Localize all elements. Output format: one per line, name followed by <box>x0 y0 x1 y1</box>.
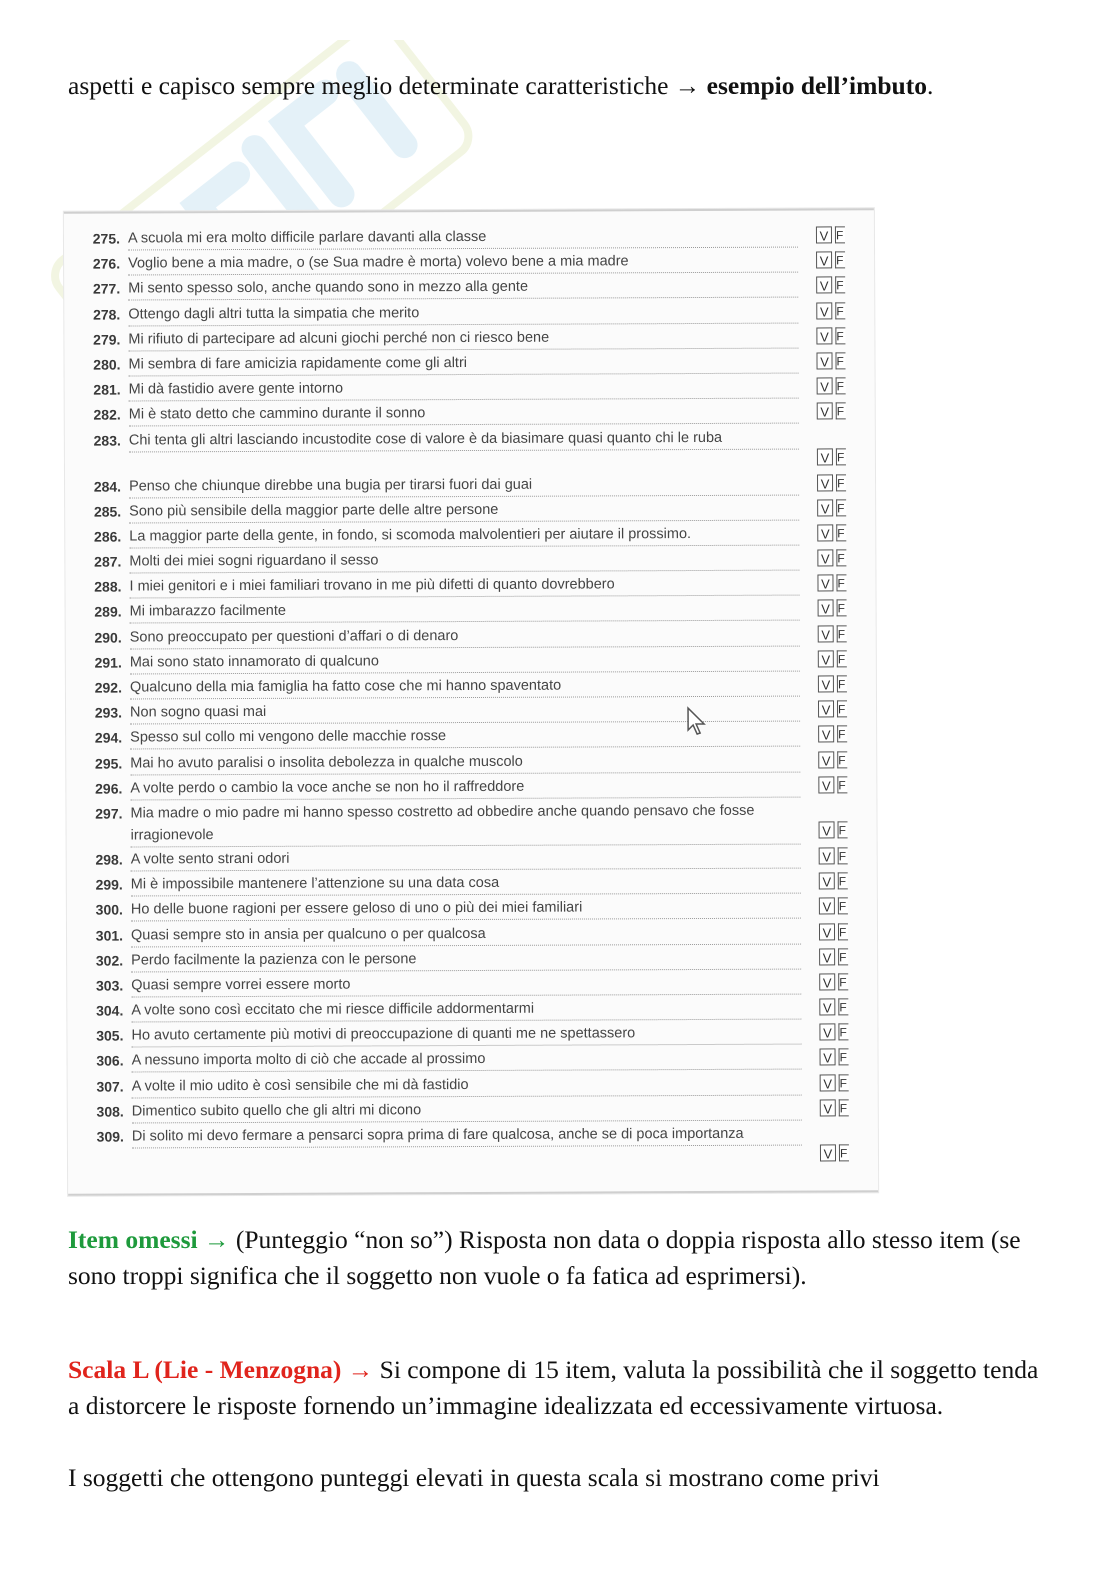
answer-boxes <box>817 375 846 394</box>
item-number: 278. <box>93 306 121 323</box>
questionnaire-item <box>66 648 876 677</box>
item-text: I miei genitori e i miei familiari trovano in me più difetti di quanto dovrebbero <box>129 573 799 599</box>
item-number: 276. <box>92 255 121 272</box>
answer-true-box[interactable]: V <box>816 302 832 319</box>
arrow-icon: → <box>347 1355 374 1384</box>
answer-true-box[interactable]: V <box>816 252 832 269</box>
answer-false-box[interactable]: F <box>836 524 846 541</box>
answer-false-box[interactable]: F <box>838 1024 848 1041</box>
soggetti-text: I soggetti che ottengono punteggi elevati in questa scala si mostrano come privi <box>68 1463 880 1492</box>
answer-true-box[interactable]: V <box>818 701 834 718</box>
answer-true-box[interactable]: V <box>817 474 833 491</box>
arrow-icon: → <box>674 71 701 100</box>
item-number: 296. <box>95 780 123 797</box>
item-text: Mi è stato detto che cammino durante il sonno <box>129 401 799 427</box>
item-text: Qualcuno della mia famiglia ha fatto cose che mi hanno spaventato <box>130 674 800 700</box>
item-number: 279. <box>93 331 121 348</box>
item-text: La maggior parte della gente, in fondo, si scomoda malvolentieri per aiutare il prossimo. <box>129 522 799 548</box>
answer-false-box[interactable]: F <box>836 448 846 465</box>
questionnaire-scan <box>64 208 878 1196</box>
answer-boxes <box>819 870 848 889</box>
questionnaire-item <box>67 921 877 950</box>
answer-false-box[interactable]: F <box>835 302 845 319</box>
item-text: A volte sono così eccitato che mi riesce difficile addormentarmi <box>131 997 801 1023</box>
questionnaire-item <box>66 774 876 803</box>
answer-true-box[interactable]: V <box>816 277 832 294</box>
item-number: 309. <box>96 1128 124 1145</box>
questionnaire-item <box>68 1097 878 1126</box>
scala-l-text: Si compone di 15 item, valuta la possibilità che il soggetto tenda a distorcere le risposte fornendo un’immagine idealizzata ed eccessivamente virtuosa. <box>68 1355 1039 1420</box>
questionnaire-item <box>68 1047 878 1076</box>
item-number: 287. <box>94 553 122 570</box>
answer-false-box[interactable]: F <box>838 898 848 915</box>
item-number: 300. <box>95 901 123 918</box>
item-text: Ho avuto certamente più motivi di preoccupazione di quanti me ne spettassero <box>131 1022 801 1048</box>
answer-true-box[interactable]: V <box>820 1049 836 1066</box>
omessi-text: (Punteggio “non so”) Risposta non data o doppia risposta allo stesso item (se sono troppi significa che il soggetto non vuole o fa fatica ad esprimersi). <box>68 1225 1021 1290</box>
questionnaire-item <box>64 224 874 253</box>
answer-false-box[interactable]: F <box>837 600 847 617</box>
questionnaire-item <box>68 1122 878 1172</box>
answer-false-box[interactable]: F <box>836 549 846 566</box>
item-text: Mi rifiuto di partecipare ad alcuni giochi perché non ci riesco bene <box>128 325 798 351</box>
answer-false-box[interactable]: F <box>838 872 848 889</box>
questionnaire-item <box>64 350 874 379</box>
answer-false-box[interactable]: F <box>837 625 847 642</box>
answer-false-box[interactable]: F <box>835 226 845 243</box>
questionnaire-item <box>67 1021 877 1050</box>
questionnaire-item <box>66 698 876 727</box>
item-text: A volte sento strani odori <box>131 846 801 872</box>
questionnaire-item <box>67 946 877 975</box>
questionnaire-item <box>65 572 875 601</box>
questionnaire-items <box>64 224 878 1172</box>
item-text: Non sogno quasi mai <box>130 699 800 725</box>
answer-boxes <box>819 896 848 915</box>
questionnaire-item <box>64 325 874 354</box>
mouse-cursor-icon <box>686 706 708 736</box>
questionnaire-item <box>65 401 875 430</box>
item-number: 292. <box>94 679 122 696</box>
answer-true-box[interactable]: V <box>818 726 834 743</box>
answer-false-box[interactable]: F <box>835 352 845 369</box>
item-text: A scuola mi era molto difficile parlare davanti alla classe <box>128 225 798 251</box>
item-text: Perdo facilmente la pazienza con le persone <box>131 946 801 972</box>
answer-true-box[interactable]: V <box>817 549 833 566</box>
answer-false-box[interactable]: F <box>839 1099 849 1116</box>
questionnaire-item <box>67 996 877 1025</box>
answer-false-box[interactable]: F <box>836 499 846 516</box>
item-number: 295. <box>94 755 123 772</box>
questionnaire-item <box>65 426 875 476</box>
answer-boxes <box>818 799 847 838</box>
answer-boxes <box>818 749 847 768</box>
item-number: 275. <box>92 230 121 247</box>
questionnaire-item <box>64 300 874 329</box>
item-number: 303. <box>95 977 124 994</box>
questionnaire-item <box>65 522 875 551</box>
answer-boxes <box>820 1097 849 1116</box>
answer-false-box[interactable]: F <box>839 1049 849 1066</box>
answer-true-box[interactable]: V <box>817 378 833 395</box>
answer-true-box[interactable]: V <box>817 524 833 541</box>
arrow-icon: → <box>203 1225 230 1254</box>
questionnaire-item <box>66 749 876 778</box>
questionnaire-item <box>66 724 876 753</box>
answer-boxes <box>818 774 847 793</box>
answer-boxes <box>819 946 848 965</box>
item-number: 301. <box>95 927 124 944</box>
answer-false-box[interactable]: F <box>836 403 846 420</box>
omessi-label: Item omessi <box>68 1225 198 1254</box>
questionnaire-item <box>65 547 875 576</box>
questionnaire-item <box>67 870 877 899</box>
answer-boxes <box>816 275 845 294</box>
questionnaire-item <box>66 799 876 849</box>
item-text: Spesso sul collo mi vengono delle macchie rosse <box>130 724 800 750</box>
answer-boxes <box>819 971 848 990</box>
answer-boxes <box>816 250 845 269</box>
answer-boxes <box>817 547 846 566</box>
item-number: 288. <box>94 578 122 595</box>
questionnaire-item <box>66 623 876 652</box>
answer-false-box[interactable]: F <box>837 675 847 692</box>
answer-boxes <box>820 1047 849 1066</box>
scala-l-paragraph <box>68 1352 1048 1424</box>
answer-false-box[interactable]: F <box>838 847 848 864</box>
answer-boxes <box>819 921 848 940</box>
item-number: 294. <box>94 729 123 747</box>
answer-false-box[interactable]: F <box>835 327 845 344</box>
answer-false-box[interactable]: F <box>836 575 846 592</box>
answer-boxes <box>818 623 847 642</box>
answer-true-box[interactable]: V <box>819 847 835 864</box>
answer-true-box[interactable]: V <box>817 403 833 420</box>
answer-true-box[interactable]: V <box>818 600 834 617</box>
answer-false-box[interactable]: F <box>837 776 847 793</box>
item-text: A nessuno importa molto di ciò che accade al prossimo <box>132 1047 802 1073</box>
answer-boxes <box>816 300 845 319</box>
questionnaire-item <box>67 896 877 925</box>
answer-true-box[interactable]: V <box>819 873 835 890</box>
questionnaire-item <box>68 1072 878 1101</box>
answer-true-box[interactable]: V <box>819 998 835 1015</box>
item-number: 286. <box>93 528 122 545</box>
item-number: 281. <box>93 381 121 398</box>
answer-false-box[interactable]: F <box>837 751 847 768</box>
answer-true-box[interactable]: V <box>817 499 833 516</box>
answer-boxes <box>818 648 847 667</box>
item-number: 283. <box>93 432 121 449</box>
answer-boxes <box>816 325 845 344</box>
answer-true-box[interactable]: V <box>816 352 832 369</box>
answer-boxes <box>819 845 848 864</box>
item-number: 290. <box>94 629 122 646</box>
answer-boxes <box>819 996 848 1015</box>
answer-true-box[interactable]: V <box>820 1074 836 1091</box>
item-text: Mai sono stato innamorato di qualcuno <box>130 648 800 674</box>
item-text: Mi è impossibile mantenere l’attenzione su una data cosa <box>131 871 801 897</box>
item-text: Voglio bene a mia madre, o (se Sua madre è morta) volevo bene a mia madre <box>128 250 798 276</box>
item-text: A volte perdo o cambio la voce anche se non ho il raffreddore <box>130 774 800 800</box>
item-number: 308. <box>96 1103 124 1120</box>
questionnaire-item <box>65 375 875 404</box>
item-text: Mai ho avuto paralisi o insolita debolezza in qualche muscolo <box>130 749 800 775</box>
item-number: 306. <box>96 1052 124 1070</box>
answer-true-box[interactable]: V <box>818 625 834 642</box>
answer-boxes <box>817 426 846 465</box>
item-text: Di solito mi devo fermare a pensarci sopra prima di fare qualcosa, anche se di poca importanza <box>132 1123 802 1149</box>
answer-false-box[interactable]: F <box>837 650 847 667</box>
item-number: 289. <box>94 603 122 621</box>
item-text: Mia madre o mio padre mi hanno spesso costretto ad obbedire anche quando pensavo che fosse irragionevole <box>130 800 800 848</box>
item-number: 297. <box>95 805 123 822</box>
answer-boxes <box>818 673 847 692</box>
questionnaire-item <box>64 275 874 304</box>
answer-true-box[interactable]: V <box>818 776 834 793</box>
answer-false-box[interactable]: F <box>838 948 848 965</box>
answer-true-box[interactable]: V <box>817 575 833 592</box>
intro-bold-term: esempio dell’imbuto <box>706 71 927 100</box>
answer-boxes <box>818 699 847 718</box>
intro-text: aspetti e capisco sempre meglio determinate caratteristiche <box>68 71 669 100</box>
item-text: Mi sembra di fare amicizia rapidamente come gli altri <box>128 351 798 377</box>
item-number: 291. <box>94 654 122 671</box>
item-text: Quasi sempre vorrei essere morto <box>131 971 801 997</box>
item-number: 285. <box>93 503 122 520</box>
intro-end: . <box>926 71 934 100</box>
answer-false-box[interactable]: F <box>837 726 847 743</box>
item-text: Sono più sensibile della maggior parte delle altre persone <box>129 497 799 523</box>
item-text: Ho delle buone ragioni per essere geloso di uno o più dei miei familiari <box>131 896 801 922</box>
answer-false-box[interactable]: F <box>835 277 845 294</box>
answer-false-box[interactable]: F <box>838 923 848 940</box>
item-number: 302. <box>95 952 124 969</box>
questionnaire-item <box>64 249 874 278</box>
questionnaire-item <box>67 971 877 1000</box>
answer-false-box[interactable]: F <box>837 701 847 718</box>
intro-paragraph <box>68 68 1048 104</box>
answer-false-box[interactable]: F <box>838 821 848 838</box>
item-number: 293. <box>94 704 123 721</box>
answer-true-box[interactable]: V <box>819 1024 835 1041</box>
item-number: 280. <box>93 356 121 373</box>
answer-boxes <box>817 472 846 491</box>
answer-true-box[interactable]: V <box>818 751 834 768</box>
item-text: Dimentico subito quello che gli altri mi dicono <box>132 1097 802 1123</box>
answer-boxes <box>817 573 846 592</box>
answer-false-box[interactable]: F <box>836 474 846 491</box>
item-text: Penso che chiunque direbbe una bugia per tirarsi fuori dai guai <box>129 472 799 498</box>
item-number: 307. <box>96 1078 124 1095</box>
answer-boxes <box>817 401 846 420</box>
questionnaire-item <box>66 598 876 627</box>
answer-boxes <box>818 598 847 617</box>
answer-true-box[interactable]: V <box>817 448 833 465</box>
answer-false-box[interactable]: F <box>839 1074 849 1091</box>
answer-false-box[interactable]: F <box>835 252 845 269</box>
answer-boxes <box>820 1122 849 1161</box>
omessi-paragraph <box>68 1222 1048 1294</box>
answer-true-box[interactable]: V <box>819 821 835 838</box>
item-text: Mi dà fastidio avere gente intorno <box>129 376 799 402</box>
item-text: Mi sento spesso solo, anche quando sono in mezzo alla gente <box>128 275 798 301</box>
questionnaire-item <box>65 497 875 526</box>
answer-true-box[interactable]: V <box>820 1144 836 1161</box>
answer-boxes <box>817 497 846 516</box>
item-number: 304. <box>96 1002 124 1019</box>
answer-true-box[interactable]: V <box>820 1099 836 1116</box>
item-number: 277. <box>92 280 121 298</box>
answer-true-box[interactable]: V <box>816 226 832 243</box>
questionnaire-item <box>67 845 877 874</box>
item-text: Mi imbarazzo facilmente <box>130 598 800 624</box>
answer-true-box[interactable]: V <box>819 898 835 915</box>
item-text: Molti dei miei sogni riguardano il sesso <box>129 548 799 574</box>
answer-true-box[interactable]: V <box>819 923 835 940</box>
answer-true-box[interactable]: V <box>818 675 834 692</box>
answer-boxes <box>819 1022 848 1041</box>
item-number: 305. <box>96 1027 124 1044</box>
answer-false-box[interactable]: F <box>838 973 848 990</box>
answer-boxes <box>816 350 845 369</box>
answer-false-box[interactable]: F <box>836 377 846 394</box>
answer-boxes <box>820 1072 849 1091</box>
soggetti-paragraph <box>68 1460 1048 1496</box>
item-text: Ottengo dagli altri tutta la simpatia che merito <box>128 300 798 326</box>
answer-boxes <box>817 522 846 541</box>
scala-l-label: Scala L (Lie - Menzogna) <box>68 1355 342 1384</box>
answer-false-box[interactable]: F <box>838 998 848 1015</box>
answer-true-box[interactable]: V <box>819 948 835 965</box>
item-text: Quasi sempre sto in ansia per qualcuno o per qualcosa <box>131 921 801 947</box>
item-text: Chi tenta gli altri lasciando incustodite cose di valore è da biasimare quasi quanto chi le ruba <box>129 426 799 452</box>
questionnaire-item <box>65 472 875 501</box>
answer-true-box[interactable]: V <box>818 650 834 667</box>
item-text: Sono preoccupato per questioni d’affari o di denaro <box>130 623 800 649</box>
item-number: 284. <box>93 478 122 495</box>
answer-boxes <box>816 224 845 243</box>
item-number: 282. <box>93 406 121 423</box>
questionnaire-item <box>66 673 876 702</box>
item-text: A volte il mio udito è così sensibile che mi dà fastidio <box>132 1072 802 1098</box>
answer-true-box[interactable]: V <box>816 327 832 344</box>
answer-false-box[interactable]: F <box>839 1144 849 1161</box>
item-number: 298. <box>95 851 123 868</box>
answer-boxes <box>818 724 847 743</box>
item-number: 299. <box>95 876 123 893</box>
answer-true-box[interactable]: V <box>819 973 835 990</box>
